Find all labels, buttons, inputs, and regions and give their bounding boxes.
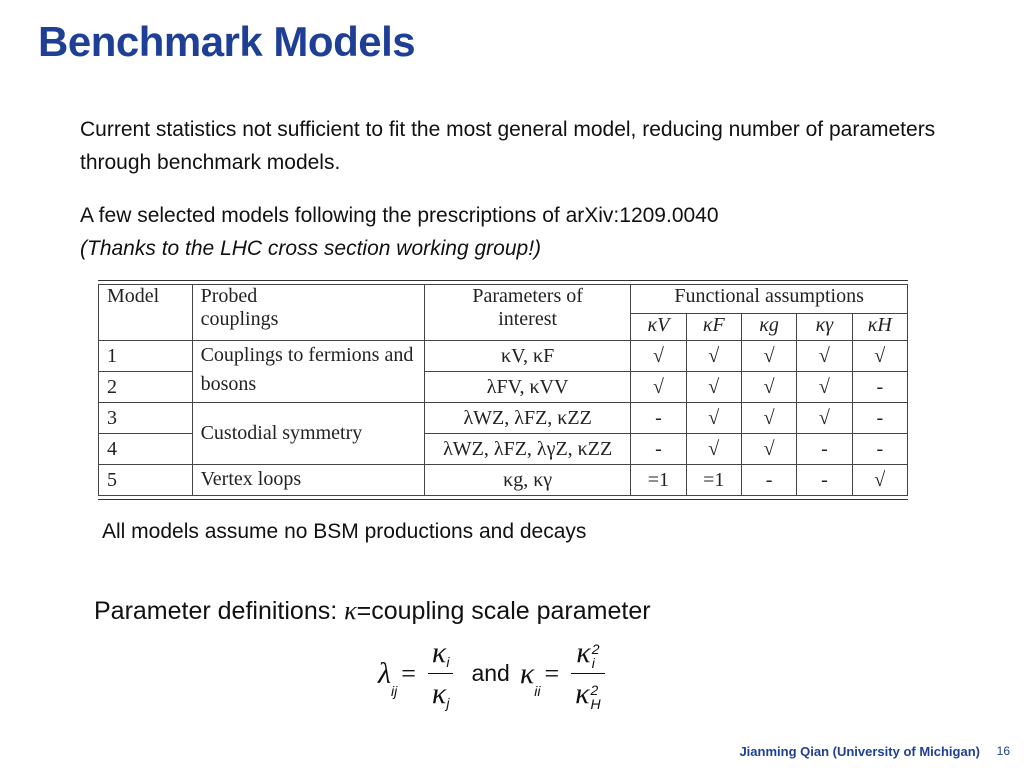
cell-params: λFV, κVV: [425, 372, 631, 403]
cell-model: 2: [99, 372, 193, 403]
cell-mark: √: [852, 465, 907, 496]
ratio-fraction: [428, 636, 454, 711]
cell-mark: √: [631, 341, 686, 372]
fraction-denominator-2: [571, 677, 605, 711]
lambda-subscript: ij: [391, 683, 398, 699]
numerator-indices: [592, 642, 600, 670]
fraction-numerator: [428, 636, 454, 670]
cell-params: κg, κγ: [425, 465, 631, 496]
squared-ratio-fraction: [571, 636, 605, 711]
table-row: [99, 341, 908, 372]
cell-params: λWZ, λFZ, κZZ: [425, 403, 631, 434]
thanks-text: (Thanks to the LHC cross section working group!): [80, 237, 542, 260]
numerator-superscript: 2: [591, 641, 600, 657]
cell-model: 4: [99, 434, 193, 465]
cell-mark: √: [686, 372, 741, 403]
cell-mark: √: [741, 403, 796, 434]
table-header-row: [99, 285, 908, 314]
cell-mark: -: [741, 465, 796, 496]
cell-mark: √: [686, 403, 741, 434]
prescription-paragraph: [80, 199, 940, 265]
benchmark-table-wrapper: [98, 280, 908, 500]
header-probed-line1: Probed: [200, 285, 258, 307]
cell-mark: √: [686, 434, 741, 465]
definitions-equals: =: [356, 597, 372, 625]
table-top-rule: [98, 280, 908, 281]
cell-mark: -: [631, 434, 686, 465]
header-params-line2: interest: [498, 308, 558, 330]
cell-mark: √: [741, 372, 796, 403]
header-kappa-g: κg: [741, 314, 796, 341]
header-kappa-gamma: κγ: [797, 314, 852, 341]
table-row: [99, 465, 908, 496]
intro-paragraph: Current statistics not sufficient to fit the most general model, reducing number of parameters through benchmark models.: [80, 118, 936, 174]
fraction-denominator: [428, 677, 454, 711]
fraction-bar-2: [571, 673, 605, 674]
cell-mark: √: [631, 372, 686, 403]
denominator-indices: [591, 683, 601, 711]
cell-params: λWZ, λFZ, λγZ, κZZ: [425, 434, 631, 465]
cell-mark: -: [631, 403, 686, 434]
cell-mark: -: [797, 465, 852, 496]
kappa-i-squared: κ: [576, 636, 591, 669]
cell-mark: √: [797, 403, 852, 434]
header-kappa-v: κV: [631, 314, 686, 341]
cell-mark: -: [797, 434, 852, 465]
cell-mark: -: [852, 403, 907, 434]
cell-model: 5: [99, 465, 193, 496]
table-row: [99, 403, 908, 434]
header-functional-assumptions: Functional assumptions: [631, 285, 908, 314]
numerator-subscript: i: [446, 654, 450, 670]
numerator-subscript-2: i: [591, 655, 595, 671]
cell-mark: √: [797, 372, 852, 403]
coupling-ratio-formula: [378, 636, 613, 711]
cell-mark: √: [686, 341, 741, 372]
denominator-subscript: j: [446, 695, 450, 711]
lambda-symbol: λ: [378, 656, 391, 690]
cell-mark: √: [852, 341, 907, 372]
fraction-numerator-2: [572, 636, 603, 670]
header-model: Model: [99, 285, 193, 341]
cell-params: κV, κF: [425, 341, 631, 372]
kappa-h-squared: κ: [575, 677, 590, 710]
cell-probed-group: Couplings to fermions and bosons: [192, 341, 424, 403]
cell-model: 3: [99, 403, 193, 434]
header-kappa-h: κH: [852, 314, 907, 341]
cell-mark: √: [741, 434, 796, 465]
header-probed-couplings: [192, 285, 424, 341]
equals-sign-2: =: [544, 658, 560, 688]
cell-mark: √: [741, 341, 796, 372]
cell-mark: -: [852, 372, 907, 403]
fraction-bar: [428, 673, 454, 674]
equals-sign: =: [401, 658, 416, 688]
page-number: 16: [996, 744, 1010, 758]
definitions-prefix: Parameter definitions:: [94, 597, 338, 625]
cell-probed-group: Vertex loops: [192, 465, 424, 496]
benchmark-models-table: [98, 284, 908, 496]
cell-model: 1: [99, 341, 193, 372]
cell-mark: =1: [686, 465, 741, 496]
header-kappa-f: κF: [686, 314, 741, 341]
kappa-ii-subscript: ii: [534, 683, 541, 699]
cell-mark: √: [797, 341, 852, 372]
header-params-line1: Parameters of: [472, 285, 583, 307]
header-parameters: [425, 285, 631, 341]
footer-author: Jianming Qian (University of Michigan): [739, 744, 980, 759]
bsm-note: All models assume no BSM productions and decays: [102, 520, 587, 543]
definitions-suffix: coupling scale parameter: [371, 597, 651, 625]
table-bottom-rule: [98, 499, 908, 500]
kappa-symbol: κ: [344, 596, 357, 625]
kappa-i: κ: [431, 636, 447, 669]
parameter-definitions: [94, 596, 651, 626]
cell-mark: =1: [631, 465, 686, 496]
prescription-text: A few selected models following the prescriptions of arXiv:1209.0040: [80, 204, 719, 227]
cell-mark: -: [852, 434, 907, 465]
and-word: and: [471, 660, 510, 686]
cell-probed-group: Custodial symmetry: [192, 403, 424, 465]
slide-title: Benchmark Models: [38, 18, 416, 65]
denominator-superscript: 2: [590, 682, 599, 698]
header-probed-line2: couplings: [200, 308, 279, 330]
denominator-subscript-2: H: [590, 696, 601, 712]
kappa-j: κ: [431, 677, 447, 710]
kappa-ii-symbol: κ: [519, 656, 535, 690]
